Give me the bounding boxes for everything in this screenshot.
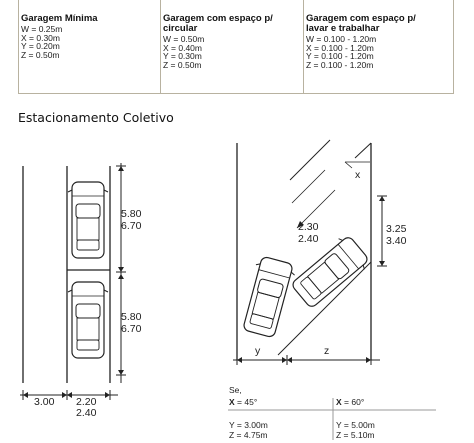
dim-bottom-1: 5.80 (121, 311, 142, 323)
garage-value: Z = 0.50m (21, 49, 60, 60)
garage-col-title: Garagem Mínima (21, 13, 98, 24)
garage-value: X = 0.30m (21, 32, 60, 43)
dim-diag-1: 2.30 (298, 221, 319, 233)
notes-col1-z: Z = 4.75m (229, 430, 268, 440)
garage-value: X = 0.40m (163, 42, 202, 53)
label-x: x (355, 169, 361, 181)
garage-value: Y = 0.100 - 1.20m (306, 51, 374, 62)
section-title: Estacionamento Coletivo (18, 110, 174, 125)
garage-value: W = 0.25m (21, 24, 63, 34)
garage-value: W = 0.100 - 1.20m (306, 34, 377, 44)
garage-col-title: Garagem com espaço p/ circular (163, 13, 273, 34)
garage-value: Z = 0.50m (163, 59, 202, 70)
dim-top-1: 5.80 (121, 208, 142, 220)
dim-bottom-2: 6.70 (121, 323, 142, 335)
notes-col1-y: Y = 3.00m (229, 420, 268, 430)
right-diagram (233, 140, 387, 365)
dim-right-width-1: 2.20 (76, 396, 97, 408)
garage-value: X = 0.100 - 1.20m (306, 42, 374, 53)
dim-diag-2: 2.40 (298, 233, 319, 245)
car-icon (68, 282, 108, 358)
label-y: y (255, 345, 261, 357)
dim-left-width: 3.00 (34, 396, 55, 408)
notes-col2-y: Y = 5.00m (336, 420, 375, 430)
garage-value: W = 0.50m (163, 34, 205, 44)
left-diagram (20, 163, 126, 400)
car-icon (68, 182, 108, 258)
dim-right-width-2: 2.40 (76, 407, 97, 419)
notes-col2-key: X (336, 397, 342, 407)
garage-value: Z = 0.100 - 1.20m (306, 59, 374, 70)
notes-col1-eq: = 45° (234, 397, 258, 407)
dim-side-2: 3.40 (386, 235, 407, 247)
garage-col-title: Garagem com espaço p/ lavar e trabalhar (306, 13, 416, 34)
notes-col2-header (336, 398, 364, 407)
notes-col1-key: X (229, 397, 235, 407)
notes-intro: Se, (229, 385, 242, 395)
notes-col2-eq: = 60° (341, 397, 365, 407)
dim-top-2: 6.70 (121, 220, 142, 232)
notes-col1-header (229, 398, 257, 407)
car-icon (239, 255, 297, 339)
label-z: z (324, 345, 330, 357)
notes-col2-z: Z = 5.10m (336, 430, 375, 440)
garage-value: Y = 0.30m (163, 51, 202, 62)
garage-value: Y = 0.20m (21, 41, 60, 52)
dim-side-1: 3.25 (386, 223, 407, 235)
